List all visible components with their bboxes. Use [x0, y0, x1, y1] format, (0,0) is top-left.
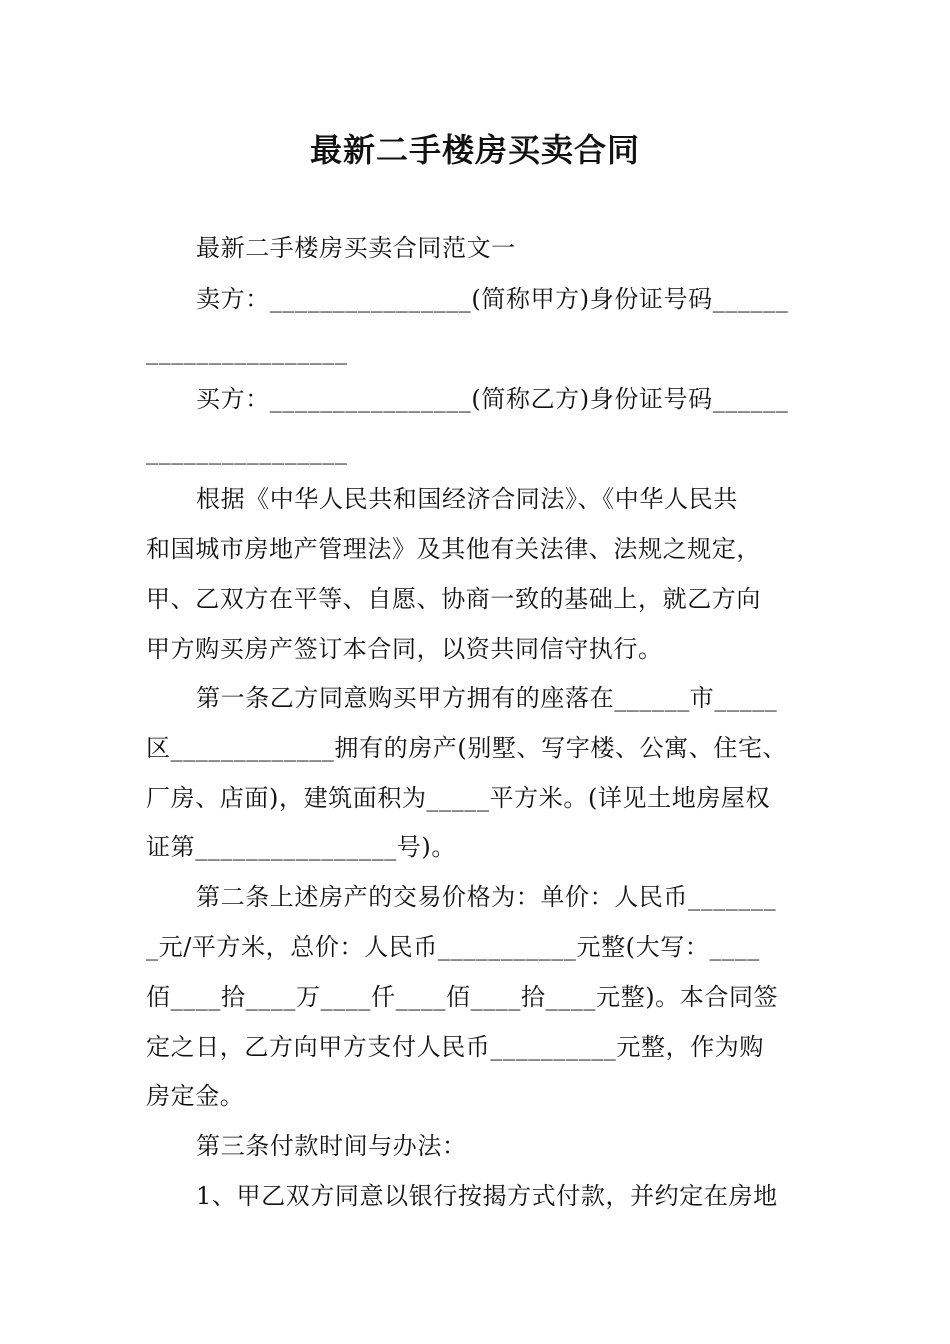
- preamble-line-1: 根据《中华人民共和国经济合同法》、《中华人民共: [196, 485, 738, 513]
- buyer-line: 买方：________________(简称乙方)身份证号码______: [196, 385, 789, 413]
- article-2-line-5: 房定金。: [146, 1082, 245, 1110]
- article-1-line-2: 区_____________拥有的房产(别墅、写字楼、公寓、住宅、: [146, 734, 788, 762]
- document-title: 最新二手楼房买卖合同: [309, 131, 640, 169]
- article-1-line-1: 第一条乙方同意购买甲方拥有的座落在______市_____: [196, 684, 778, 712]
- article-2-line-1: 第二条上述房产的交易价格为：单价：人民币_______: [196, 883, 777, 911]
- article-1-line-4: 证第________________号)。: [146, 833, 456, 861]
- preamble-line-4: 甲方购买房产签订本合同，以资共同信守执行。: [146, 635, 663, 663]
- seller-line: 卖方：________________(简称甲方)身份证号码______: [196, 285, 789, 313]
- article-2-line-3: 佰____拾____万____仟____佰____拾____元整)。本合同签: [146, 983, 779, 1011]
- subtitle-line: 最新二手楼房买卖合同范文一: [196, 234, 516, 262]
- article-1-line-3: 厂房、店面)，建筑面积为_____平方米。(详见土地房屋权: [146, 784, 771, 812]
- buyer-line-continued: ________________: [146, 437, 348, 465]
- seller-line-continued: ________________: [146, 337, 348, 365]
- article-3-item-1: 1、甲乙双方同意以银行按揭方式付款，并约定在房地: [196, 1182, 778, 1210]
- preamble-line-2: 和国城市房地产管理法》及其他有关法律、法规之规定，: [146, 535, 761, 563]
- article-2-line-4: 定之日，乙方向甲方支付人民币__________元整，作为购: [146, 1033, 764, 1061]
- article-2-line-2: _元/平方米，总价：人民币___________元整(大写：____: [146, 933, 760, 961]
- preamble-line-3: 甲、乙双方在平等、自愿、协商一致的基础上，就乙方向: [146, 585, 761, 613]
- article-3-heading: 第三条付款时间与办法：: [196, 1132, 467, 1160]
